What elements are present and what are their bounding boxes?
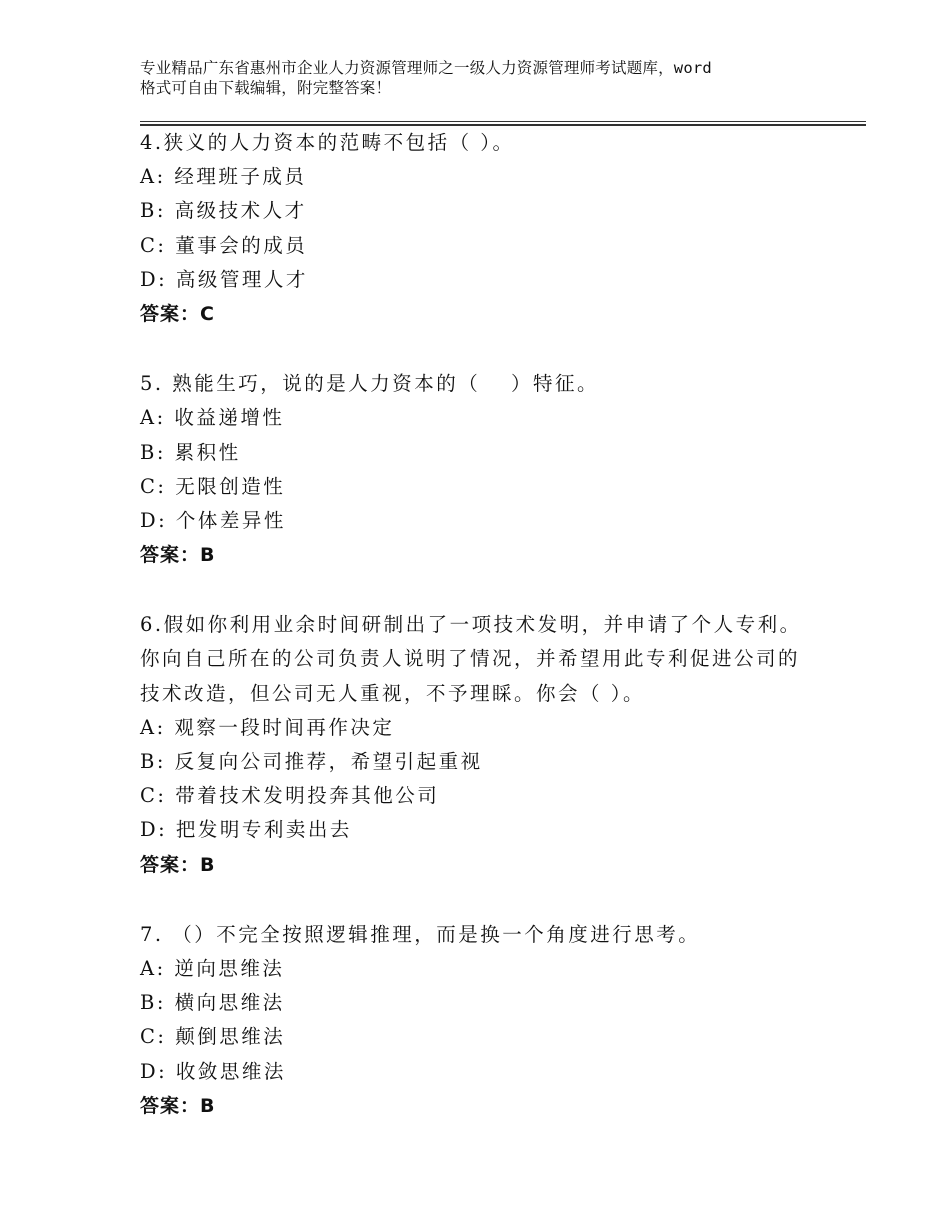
option-d: D: 把发明专利卖出去 — [140, 818, 352, 842]
answer-label: 答案：B — [140, 1094, 216, 1117]
question-4 — [140, 126, 860, 331]
option-c: C: 无限创造性 — [140, 474, 286, 498]
option-d: D: 高级管理人才 — [140, 267, 308, 291]
document-header — [140, 58, 860, 98]
option-d: D: 收敛思维法 — [140, 1059, 286, 1083]
question-stem-line-1: 6.假如你利用业余时间研制出了一项技术发明，并申请了个人专利。 — [140, 613, 802, 637]
question-stem-line-3: 技术改造，但公司无人重视，不予理睬。你会（ ）。 — [140, 681, 645, 705]
header-line-1: 专业精品广东省惠州市企业人力资源管理师之一级人力资源管理师考试题库，word — [140, 59, 712, 77]
option-c: C: 颠倒思维法 — [140, 1025, 286, 1049]
question-stem-line-2: 你向自己所在的公司负责人说明了情况，并希望用此专利促进公司的 — [140, 647, 801, 671]
answer-label: 答案：B — [140, 853, 216, 876]
question-6 — [140, 608, 860, 882]
answer-label: 答案：C — [140, 302, 215, 325]
question-stem: 5. 熟能生巧，说的是人力资本的（ ）特征。 — [140, 372, 600, 396]
option-c: C: 带着技术发明投奔其他公司 — [140, 784, 440, 808]
option-a: A: 收益递增性 — [140, 406, 285, 430]
question-stem: 7. （）不完全按照逻辑推理，而是换一个角度进行思考。 — [140, 922, 701, 946]
header-line-2: 格式可自由下载编辑，附完整答案！ — [140, 79, 392, 97]
header-divider-thin — [140, 121, 866, 122]
question-5 — [140, 367, 860, 572]
option-b: B: 反复向公司推荐，希望引起重视 — [140, 750, 483, 773]
option-c: C: 董事会的成员 — [140, 233, 308, 257]
option-a: A: 观察一段时间再作决定 — [140, 715, 395, 739]
option-b: B: 累积性 — [140, 440, 241, 464]
option-a: A: 逆向思维法 — [140, 956, 285, 980]
option-d: D: 个体差异性 — [140, 508, 286, 532]
option-b: B: 横向思维法 — [140, 991, 285, 1015]
question-stem: 4.狭义的人力资本的范畴不包括（ ）。 — [140, 131, 515, 154]
question-7 — [140, 918, 860, 1123]
answer-label: 答案：B — [140, 544, 216, 567]
option-b: B: 高级技术人才 — [140, 199, 307, 223]
question-list — [140, 126, 860, 1159]
option-a: A: 经理班子成员 — [140, 165, 307, 189]
